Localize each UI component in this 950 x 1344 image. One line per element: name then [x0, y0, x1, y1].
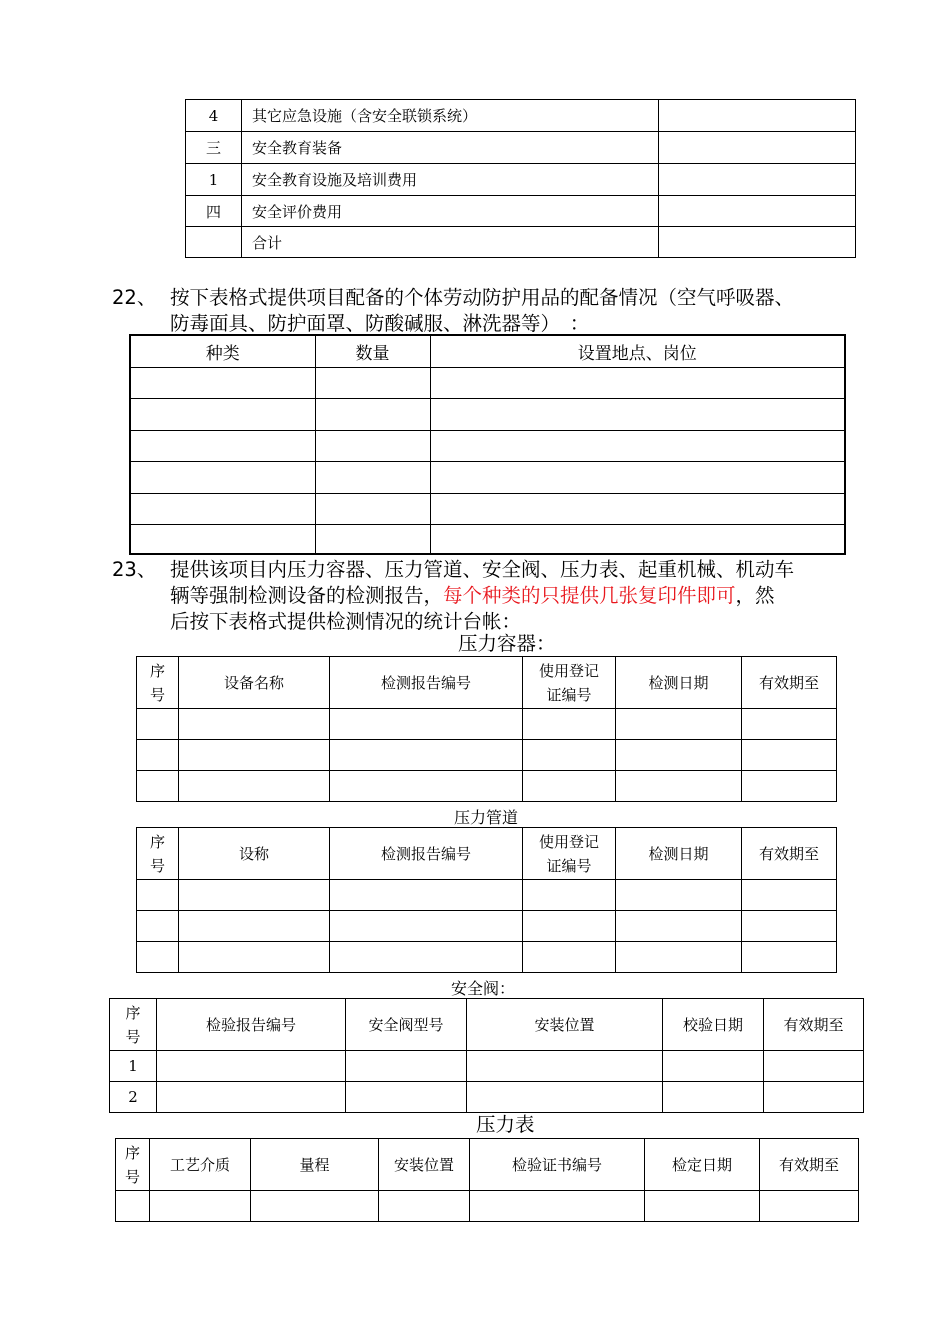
column-header: 检测报告编号: [330, 657, 523, 709]
table-cell: [430, 461, 845, 493]
table-row: [130, 461, 845, 493]
table-row: [137, 911, 837, 942]
row-number: 1: [110, 1051, 157, 1082]
table-cell: [130, 493, 315, 524]
column-header: 安装位置: [379, 1139, 470, 1191]
table-cell: [315, 461, 430, 493]
table-cell: [137, 880, 179, 911]
column-header: 有效期至: [760, 1139, 859, 1191]
column-header: 数量: [315, 335, 430, 367]
table-cell: [179, 942, 330, 973]
table-row: [130, 367, 845, 398]
table-cell: [760, 1191, 859, 1222]
cost-item: 安全评价费用: [242, 196, 659, 227]
table-cell: [467, 1051, 663, 1082]
table-cell: [523, 771, 616, 802]
table-header-row: [110, 999, 864, 1051]
cost-table: [185, 99, 856, 258]
table-cell: [742, 880, 837, 911]
table-cell: [179, 880, 330, 911]
table-cell: [523, 942, 616, 973]
table-row: [130, 398, 845, 430]
table-cell: [430, 524, 845, 554]
table-cell: [430, 367, 845, 398]
highlighted-note: 每个种类的只提供几张复印件即可: [443, 584, 736, 607]
table-cell: [315, 398, 430, 430]
question-number: 22、: [112, 286, 157, 309]
column-header: 设称: [179, 828, 330, 880]
table-cell: [330, 880, 523, 911]
table-cell: [430, 398, 845, 430]
vessel-caption: 压力容器：: [458, 632, 556, 655]
table-row: [186, 196, 856, 227]
table-row: [130, 524, 845, 554]
column-header: [137, 828, 179, 880]
table-cell: [130, 398, 315, 430]
table-header-row: [116, 1139, 859, 1191]
table-cell: [150, 1191, 251, 1222]
vessel-table: [136, 656, 837, 802]
header-text: 序号: [149, 661, 165, 704]
gauge-table: [115, 1138, 859, 1222]
column-header: 安装位置: [467, 999, 663, 1051]
table-cell: [137, 709, 179, 740]
table-cell: [645, 1191, 760, 1222]
cost-total-label: 合计: [242, 227, 659, 258]
table-cell: [742, 709, 837, 740]
table-cell: [157, 1051, 346, 1082]
table-cell: [616, 911, 742, 942]
table-row: [130, 430, 845, 461]
header-text: 使用登记证编号: [538, 661, 599, 704]
table-row: [110, 1051, 864, 1082]
table-cell: [346, 1051, 467, 1082]
table-cell: [130, 430, 315, 461]
column-header: [116, 1139, 150, 1191]
question-text-line: [170, 583, 775, 609]
table-cell: [523, 880, 616, 911]
table-cell: [663, 1082, 764, 1113]
cost-amount-cell: [659, 196, 856, 227]
valve-caption: 安全阀：: [450, 979, 515, 998]
row-number: [186, 227, 242, 258]
column-header: 检测日期: [616, 828, 742, 880]
column-header: 检测日期: [616, 657, 742, 709]
valve-table: [109, 998, 864, 1113]
column-header: [137, 657, 179, 709]
table-row: [137, 880, 837, 911]
table-cell: [663, 1051, 764, 1082]
question-text-line: 后按下表格式提供检测情况的统计台帐：: [170, 610, 522, 633]
column-header: [523, 657, 616, 709]
cost-amount-cell: [659, 100, 856, 132]
column-header: [523, 828, 616, 880]
table-header-row: [137, 657, 837, 709]
table-cell: [470, 1191, 645, 1222]
column-header: 有效期至: [742, 828, 837, 880]
row-number: 1: [186, 164, 242, 196]
column-header: 检测报告编号: [330, 828, 523, 880]
column-header: 设置地点、岗位: [430, 335, 845, 367]
table-cell: [116, 1191, 150, 1222]
table-cell: [523, 911, 616, 942]
table-cell: [346, 1082, 467, 1113]
cost-amount-cell: [659, 164, 856, 196]
table-cell: [616, 771, 742, 802]
table-cell: [251, 1191, 379, 1222]
table-cell: [742, 942, 837, 973]
table-row: [137, 740, 837, 771]
header-text: 序号: [125, 1003, 141, 1046]
question-text-line: 按下表格式提供项目配备的个体劳动防护用品的配备情况（空气呼吸器、: [170, 286, 795, 309]
table-header-row: [137, 828, 837, 880]
column-header: 检验报告编号: [157, 999, 346, 1051]
table-row: [186, 132, 856, 164]
table-cell: [616, 942, 742, 973]
table-cell: [764, 1051, 864, 1082]
column-header: 设备名称: [179, 657, 330, 709]
table-cell: [130, 524, 315, 554]
column-header: 工艺介质: [150, 1139, 251, 1191]
cost-amount-cell: [659, 227, 856, 258]
table-cell: [616, 880, 742, 911]
row-number: 2: [110, 1082, 157, 1113]
table-cell: [330, 942, 523, 973]
table-cell: [137, 942, 179, 973]
header-text: 使用登记证编号: [538, 832, 599, 875]
table-cell: [523, 740, 616, 771]
column-header: 安全阀型号: [346, 999, 467, 1051]
cost-item: 安全教育设施及培训费用: [242, 164, 659, 196]
question-text: ，然: [735, 584, 775, 607]
column-header: 校验日期: [663, 999, 764, 1051]
table-cell: [137, 911, 179, 942]
question-text: 辆等强制检测设备的检测报告，: [170, 584, 444, 607]
table-cell: [742, 740, 837, 771]
column-header: 量程: [251, 1139, 379, 1191]
table-row: [137, 942, 837, 973]
cost-amount-cell: [659, 132, 856, 164]
column-header: [110, 999, 157, 1051]
table-cell: [137, 771, 179, 802]
column-header: 种类: [130, 335, 315, 367]
table-cell: [523, 709, 616, 740]
table-cell: [430, 430, 845, 461]
pipe-caption: 压力管道: [453, 808, 518, 827]
pipe-table: [136, 827, 837, 973]
column-header: 有效期至: [764, 999, 864, 1051]
table-cell: [315, 493, 430, 524]
table-cell: [616, 709, 742, 740]
ppe-table: [129, 334, 846, 555]
table-row: [110, 1082, 864, 1113]
table-cell: [379, 1191, 470, 1222]
column-header: 检验证书编号: [470, 1139, 645, 1191]
table-row: [130, 493, 845, 524]
table-cell: [130, 367, 315, 398]
column-header: 检定日期: [645, 1139, 760, 1191]
table-row: [137, 771, 837, 802]
question-number: 23、: [112, 558, 157, 581]
table-row: [137, 709, 837, 740]
table-cell: [764, 1082, 864, 1113]
table-cell: [330, 709, 523, 740]
table-cell: [467, 1082, 663, 1113]
table-cell: [315, 430, 430, 461]
table-cell: [157, 1082, 346, 1113]
table-cell: [130, 461, 315, 493]
table-cell: [179, 911, 330, 942]
table-cell: [137, 740, 179, 771]
table-cell: [179, 740, 330, 771]
table-cell: [430, 493, 845, 524]
table-cell: [330, 771, 523, 802]
table-cell: [179, 709, 330, 740]
table-cell: [179, 771, 330, 802]
table-cell: [315, 367, 430, 398]
gauge-caption: 压力表: [476, 1113, 535, 1136]
table-row: [116, 1191, 859, 1222]
table-cell: [616, 740, 742, 771]
table-cell: [330, 740, 523, 771]
table-row: [186, 164, 856, 196]
cost-item: 安全教育装备: [242, 132, 659, 164]
table-header-row: [130, 335, 845, 367]
table-cell: [330, 911, 523, 942]
table-row: [186, 227, 856, 258]
table-cell: [742, 771, 837, 802]
header-text: 序号: [149, 832, 165, 875]
table-cell: [315, 524, 430, 554]
header-text: 序号: [124, 1143, 140, 1186]
cost-item: 其它应急设施（含安全联锁系统）: [242, 100, 659, 132]
column-header: 有效期至: [742, 657, 837, 709]
table-row: [186, 100, 856, 132]
question-text-line: 防毒面具、防护面罩、防酸碱服、淋洗器等） ：: [170, 312, 590, 335]
question-text-line: 提供该项目内压力容器、压力管道、安全阀、压力表、起重机械、机动车: [170, 558, 795, 581]
row-number: 4: [186, 100, 242, 132]
row-number: 四: [186, 196, 242, 227]
table-cell: [742, 911, 837, 942]
row-number: 三: [186, 132, 242, 164]
